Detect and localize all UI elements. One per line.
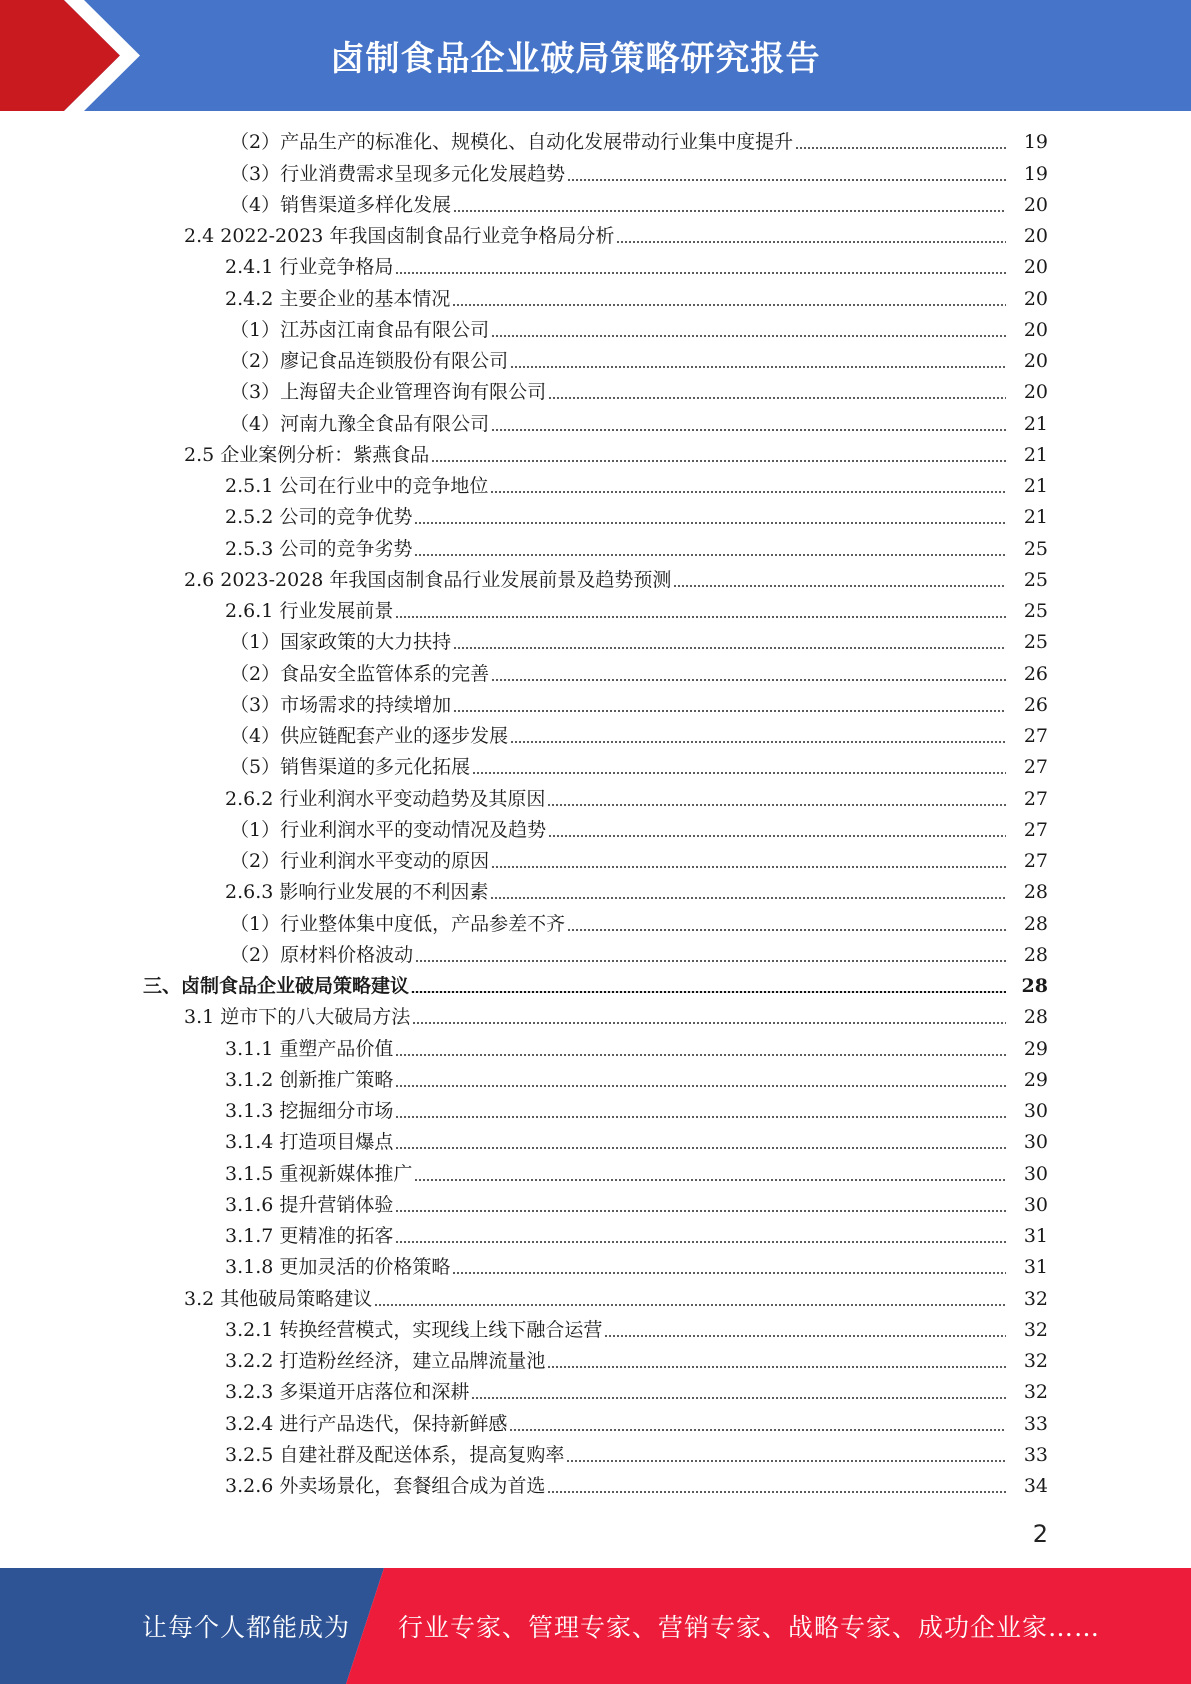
toc-dot-leader bbox=[566, 1460, 1006, 1462]
toc-entry-page: 20 bbox=[1006, 349, 1048, 373]
toc-entry-title: （5）销售渠道的多元化拓展 bbox=[230, 756, 471, 779]
toc-entry[interactable] bbox=[0, 470, 1191, 501]
toc-entry-page: 32 bbox=[1006, 1349, 1048, 1373]
toc-dot-leader bbox=[412, 1022, 1006, 1024]
toc-entry-page: 20 bbox=[1006, 193, 1048, 217]
toc-entry[interactable] bbox=[0, 282, 1191, 313]
toc-dot-leader bbox=[548, 397, 1006, 399]
toc-entry-title: 3.1.2 创新推广策略 bbox=[225, 1068, 394, 1091]
toc-entry-title: （3）市场需求的持续增加 bbox=[230, 693, 452, 716]
toc-entry-page: 20 bbox=[1006, 224, 1048, 248]
toc-entry-page: 28 bbox=[1006, 1005, 1048, 1029]
toc-entry-title: （4）销售渠道多样化发展 bbox=[230, 193, 452, 216]
toc-dot-leader bbox=[395, 1116, 1006, 1118]
chevron-arrow-icon bbox=[0, 0, 160, 111]
toc-entry-page: 21 bbox=[1006, 412, 1048, 436]
toc-entry-page: 20 bbox=[1006, 287, 1048, 311]
toc-entry[interactable] bbox=[0, 626, 1191, 657]
toc-entry-page: 29 bbox=[1006, 1037, 1048, 1061]
toc-entry-page: 30 bbox=[1006, 1130, 1048, 1154]
toc-entry[interactable] bbox=[0, 126, 1191, 157]
toc-dot-leader bbox=[395, 272, 1006, 274]
toc-entry[interactable] bbox=[0, 1157, 1191, 1188]
toc-entry-title: （3）行业消费需求呈现多元化发展趋势 bbox=[230, 162, 566, 185]
toc-entry[interactable] bbox=[0, 907, 1191, 938]
toc-entry-title: （1）行业利润水平的变动情况及趋势 bbox=[230, 818, 547, 841]
toc-entry-page: 33 bbox=[1006, 1443, 1048, 1467]
toc-entry-page: 25 bbox=[1006, 599, 1048, 623]
toc-entry-page: 20 bbox=[1006, 318, 1048, 342]
toc-entry[interactable] bbox=[0, 1470, 1191, 1501]
toc-entry-page: 20 bbox=[1006, 380, 1048, 404]
toc-dot-leader bbox=[431, 460, 1006, 462]
toc-entry[interactable] bbox=[0, 876, 1191, 907]
toc-dot-leader bbox=[567, 179, 1006, 181]
toc-entry[interactable] bbox=[0, 970, 1191, 1001]
toc-entry-title: （3）上海留夫企业管理咨询有限公司 bbox=[230, 381, 547, 404]
toc-entry[interactable] bbox=[0, 1407, 1191, 1438]
toc-entry-page: 29 bbox=[1006, 1068, 1048, 1092]
toc-entry-title: 3.2.6 外卖场景化，套餐组合成为首选 bbox=[225, 1475, 546, 1497]
toc-dot-leader bbox=[411, 991, 1006, 993]
toc-entry[interactable] bbox=[0, 751, 1191, 782]
toc-entry-title: （1）江苏卤江南食品有限公司 bbox=[230, 318, 490, 341]
toc-entry-page: 21 bbox=[1006, 505, 1048, 529]
toc-entry[interactable] bbox=[0, 689, 1191, 720]
toc-entry[interactable] bbox=[0, 1064, 1191, 1095]
toc-dot-leader bbox=[795, 147, 1006, 149]
toc-entry[interactable] bbox=[0, 1376, 1191, 1407]
toc-entry[interactable] bbox=[0, 1095, 1191, 1126]
toc-dot-leader bbox=[673, 585, 1006, 587]
toc-dot-leader bbox=[491, 679, 1006, 681]
toc-entry-page: 27 bbox=[1006, 724, 1048, 748]
toc-entry-title: 2.5.2 公司的竞争优势 bbox=[225, 506, 413, 529]
toc-entry[interactable] bbox=[0, 1345, 1191, 1376]
toc-dot-leader bbox=[604, 1335, 1006, 1337]
toc-entry-page: 30 bbox=[1006, 1193, 1048, 1217]
toc-entry[interactable] bbox=[0, 845, 1191, 876]
toc-entry-page: 21 bbox=[1006, 443, 1048, 467]
toc-entry[interactable] bbox=[0, 1220, 1191, 1251]
toc-entry-page: 31 bbox=[1006, 1255, 1048, 1279]
toc-dot-leader bbox=[547, 804, 1006, 806]
toc-entry-title: 3.1.3 挖掘细分市场 bbox=[225, 1100, 394, 1122]
toc-entry-page: 25 bbox=[1006, 568, 1048, 592]
toc-entry[interactable] bbox=[0, 439, 1191, 470]
toc-entry[interactable] bbox=[0, 720, 1191, 751]
toc-entry-page: 27 bbox=[1006, 818, 1048, 842]
toc-entry-title: （4）河南九豫全食品有限公司 bbox=[230, 412, 490, 435]
toc-entry-title: 3.2.4 进行产品迭代，保持新鲜感 bbox=[225, 1412, 508, 1435]
toc-entry-title: 3.2.2 打造粉丝经济，建立品牌流量池 bbox=[225, 1350, 546, 1372]
toc-entry-title: （2）廖记食品连锁股份有限公司 bbox=[230, 350, 509, 372]
toc-entry-title: 3.1.7 更精准的拓客 bbox=[225, 1225, 394, 1247]
toc-entry-page: 32 bbox=[1006, 1318, 1048, 1342]
toc-dot-leader bbox=[509, 1429, 1006, 1431]
toc-entry-title: 3.1.1 重塑产品价值 bbox=[225, 1037, 394, 1060]
toc-entry-title: 2.5.1 公司在行业中的竞争地位 bbox=[225, 475, 489, 497]
toc-entry[interactable] bbox=[0, 939, 1191, 970]
toc-entry-page: 32 bbox=[1006, 1380, 1048, 1404]
toc-entry[interactable] bbox=[0, 407, 1191, 438]
toc-dot-leader bbox=[510, 741, 1006, 743]
toc-entry-title: 2.5.3 公司的竞争劣势 bbox=[225, 537, 413, 560]
toc-entry-title: 3.1.8 更加灵活的价格策略 bbox=[225, 1256, 451, 1279]
toc-entry[interactable] bbox=[0, 595, 1191, 626]
toc-entry-page: 32 bbox=[1006, 1287, 1048, 1311]
toc-entry-title: 2.4.1 行业竞争格局 bbox=[225, 256, 394, 279]
toc-entry-title: 3.2.1 转换经营模式，实现线上线下融合运营 bbox=[225, 1318, 603, 1341]
toc-entry-title: 3.1.6 提升营销体验 bbox=[225, 1193, 394, 1216]
toc-entry-page: 28 bbox=[1006, 943, 1048, 967]
toc-dot-leader bbox=[547, 1366, 1006, 1368]
toc-dot-leader bbox=[453, 710, 1006, 712]
toc-entry-page: 34 bbox=[1006, 1474, 1048, 1498]
toc-entry[interactable] bbox=[0, 501, 1191, 532]
toc-entry-page: 28 bbox=[1006, 974, 1048, 998]
toc-dot-leader bbox=[395, 1210, 1006, 1212]
toc-entry[interactable] bbox=[0, 157, 1191, 188]
toc-entry[interactable] bbox=[0, 1032, 1191, 1063]
toc-dot-leader bbox=[395, 1147, 1006, 1149]
table-of-contents bbox=[0, 126, 1191, 1501]
toc-entry-title: （2）产品生产的标准化、规模化、自动化发展带动行业集中度提升 bbox=[230, 131, 794, 154]
toc-dot-leader bbox=[395, 1054, 1006, 1056]
toc-dot-leader bbox=[510, 366, 1006, 368]
toc-entry[interactable] bbox=[0, 314, 1191, 345]
page-footer bbox=[0, 1568, 1191, 1684]
toc-entry[interactable] bbox=[0, 782, 1191, 813]
toc-dot-leader bbox=[453, 210, 1006, 212]
toc-entry[interactable] bbox=[0, 251, 1191, 282]
toc-dot-leader bbox=[471, 1397, 1006, 1399]
page-number: 2 bbox=[1032, 1520, 1048, 1548]
toc-dot-leader bbox=[452, 1272, 1006, 1274]
toc-entry-page: 19 bbox=[1006, 130, 1048, 154]
toc-dot-leader bbox=[616, 241, 1006, 243]
toc-dot-leader bbox=[491, 335, 1006, 337]
toc-entry[interactable] bbox=[0, 814, 1191, 845]
toc-entry-page: 21 bbox=[1006, 474, 1048, 498]
toc-entry-page: 26 bbox=[1006, 662, 1048, 686]
toc-entry[interactable] bbox=[0, 532, 1191, 563]
toc-entry-page: 20 bbox=[1006, 255, 1048, 279]
toc-entry-page: 33 bbox=[1006, 1412, 1048, 1436]
toc-entry-page: 31 bbox=[1006, 1224, 1048, 1248]
toc-entry[interactable] bbox=[0, 1251, 1191, 1282]
toc-entry-page: 27 bbox=[1006, 755, 1048, 779]
toc-dot-leader bbox=[374, 1304, 1006, 1306]
toc-entry-title: 3.1.5 重视新媒体推广 bbox=[225, 1162, 413, 1185]
toc-entry-page: 28 bbox=[1006, 880, 1048, 904]
toc-dot-leader bbox=[490, 491, 1006, 493]
toc-dot-leader bbox=[415, 960, 1006, 962]
toc-dot-leader bbox=[414, 522, 1006, 524]
chevron-red-shape bbox=[0, 0, 120, 111]
toc-entry-title: （2）原材料价格波动 bbox=[230, 943, 414, 966]
toc-dot-leader bbox=[395, 616, 1006, 618]
toc-entry-title: 2.6 2023-2028 年我国卤制食品行业发展前景及趋势预测 bbox=[184, 568, 672, 591]
toc-entry-title: 3.1 逆市下的八大破局方法 bbox=[184, 1006, 411, 1029]
toc-entry-page: 27 bbox=[1006, 849, 1048, 873]
toc-entry-page: 25 bbox=[1006, 630, 1048, 654]
toc-dot-leader bbox=[395, 1085, 1006, 1087]
toc-entry[interactable] bbox=[0, 345, 1191, 376]
toc-entry-page: 27 bbox=[1006, 787, 1048, 811]
toc-dot-leader bbox=[414, 1179, 1006, 1181]
toc-dot-leader bbox=[452, 304, 1006, 306]
toc-entry-page: 19 bbox=[1006, 162, 1048, 186]
toc-entry[interactable] bbox=[0, 657, 1191, 688]
toc-entry[interactable] bbox=[0, 1126, 1191, 1157]
toc-entry-title: 2.6.1 行业发展前景 bbox=[225, 600, 394, 622]
toc-entry-title: 3.2.3 多渠道开店落位和深耕 bbox=[225, 1381, 470, 1404]
toc-entry-title: 3.2.5 自建社群及配送体系，提高复购率 bbox=[225, 1443, 565, 1466]
page-header bbox=[0, 0, 1191, 111]
toc-dot-leader bbox=[453, 647, 1006, 649]
toc-entry-title: （1）国家政策的大力扶持 bbox=[230, 631, 452, 654]
toc-entry-title: 2.6.3 影响行业发展的不利因素 bbox=[225, 881, 489, 904]
toc-entry-page: 30 bbox=[1006, 1162, 1048, 1186]
toc-entry[interactable] bbox=[0, 564, 1191, 595]
report-title: 卤制食品企业破局策略研究报告 bbox=[330, 39, 821, 79]
toc-entry[interactable] bbox=[0, 376, 1191, 407]
toc-entry[interactable] bbox=[0, 1314, 1191, 1345]
toc-entry-title: （2）食品安全监管体系的完善 bbox=[230, 662, 490, 685]
toc-entry-page: 30 bbox=[1006, 1099, 1048, 1123]
toc-entry-title: 2.5 企业案例分析：紫燕食品 bbox=[184, 443, 430, 466]
toc-dot-leader bbox=[548, 835, 1006, 837]
toc-dot-leader bbox=[491, 866, 1006, 868]
toc-entry-title: 2.4 2022-2023 年我国卤制食品行业竞争格局分析 bbox=[184, 225, 615, 247]
toc-dot-leader bbox=[395, 1241, 1006, 1243]
toc-entry-title: （2）行业利润水平变动的原因 bbox=[230, 850, 490, 872]
toc-entry-title: 2.4.2 主要企业的基本情况 bbox=[225, 287, 451, 310]
toc-dot-leader bbox=[567, 929, 1006, 931]
toc-entry-title: 3.1.4 打造项目爆点 bbox=[225, 1131, 394, 1154]
toc-entry-page: 28 bbox=[1006, 912, 1048, 936]
toc-entry-title: 2.6.2 行业利润水平变动趋势及其原因 bbox=[225, 787, 546, 810]
toc-entry[interactable] bbox=[0, 220, 1191, 251]
toc-entry[interactable] bbox=[0, 1001, 1191, 1032]
toc-entry-title: （4）供应链配套产业的逐步发展 bbox=[230, 725, 509, 747]
toc-entry[interactable] bbox=[0, 1439, 1191, 1470]
toc-entry-title: 3.2 其他破局策略建议 bbox=[184, 1287, 373, 1310]
toc-dot-leader bbox=[414, 554, 1006, 556]
toc-entry[interactable] bbox=[0, 1189, 1191, 1220]
toc-entry[interactable] bbox=[0, 189, 1191, 220]
footer-slogan-right: 行业专家、管理专家、营销专家、战略专家、成功企业家…… bbox=[398, 1613, 1101, 1642]
toc-entry[interactable] bbox=[0, 1282, 1191, 1313]
toc-entry-title: 三、卤制食品企业破局策略建议 bbox=[143, 975, 410, 997]
toc-dot-leader bbox=[547, 1491, 1006, 1493]
footer-slogan-left: 让每个人都能成为 bbox=[142, 1613, 351, 1642]
toc-entry-page: 25 bbox=[1006, 537, 1048, 561]
toc-dot-leader bbox=[472, 772, 1006, 774]
toc-entry-page: 26 bbox=[1006, 693, 1048, 717]
toc-dot-leader bbox=[491, 429, 1006, 431]
toc-entry-title: （1）行业整体集中度低，产品参差不齐 bbox=[230, 912, 566, 935]
toc-dot-leader bbox=[490, 897, 1006, 899]
